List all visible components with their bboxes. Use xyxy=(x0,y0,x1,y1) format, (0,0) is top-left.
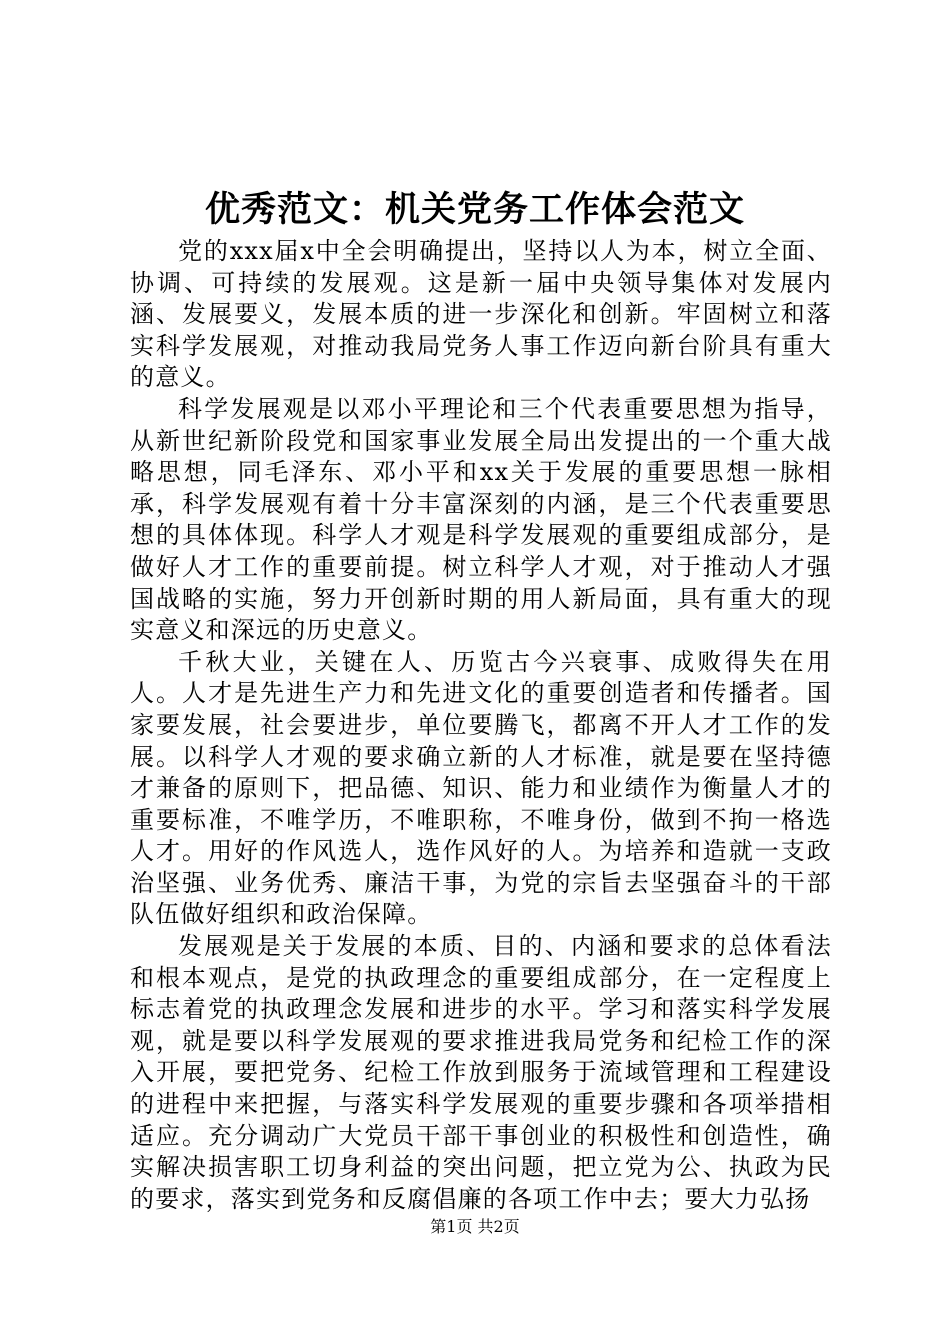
paragraph-1: 党的xxx届x中全会明确提出，坚持以人为本，树立全面、协调、可持续的发展观。这是新一届中央领导集体对发展内涵、发展要义，发展本质的进一步深化和创新。牢固树立和落实科学发展观，对推动我局党务人事工作迈向新台阶具有重大的意义。 xyxy=(130,237,832,392)
document-title: 优秀范文：机关党务工作体会范文 xyxy=(204,189,745,230)
paragraph-2: 科学发展观是以邓小平理论和三个代表重要思想为指导，从新世纪新阶段党和国家事业发展全局出发提出的一个重大战略思想，同毛泽东、邓小平和xx关于发展的重要思想一脉相承，科学发展观有着十分丰富深刻的内涵，是三个代表重要思想的具体体现。科学人才观是科学发展观的重要组成部分，是做好人才工作的重要前提。树立科学人才观，对于推动人才强国战略的实施，努力开创新时期的用人新局面，具有重大的现实意义和深远的历史意义。 xyxy=(130,394,832,645)
document-body xyxy=(130,236,832,1215)
page-number-footer: 第1页 共2页 xyxy=(430,1217,520,1236)
paragraph-4: 发展观是关于发展的本质、目的、内涵和要求的总体看法和根本观点，是党的执政理念的重要组成部分，在一定程度上标志着党的执政理念发展和进步的水平。学习和落实科学发展观，就是要以科学发展观的要求推进我局党务和纪检工作的深入开展，要把党务、纪检工作放到服务于流域管理和工程建设的进程中来把握，与落实科学发展观的重要步骤和各项举措相适应。充分调动广大党员干部干事创业的积极性和创造性，确实解决损害职工切身利益的突出问题，把立党为公、执政为民的要求，落实到党务和反腐倡廉的各项工作中去；要大力弘扬 xyxy=(130,932,832,1213)
paragraph-3: 千秋大业，关键在人、历览古今兴衰事、成败得失在用人。人才是先进生产力和先进文化的重要创造者和传播者。国家要发展，社会要进步，单位要腾飞，都离不开人才工作的发展。以科学人才观的要求确立新的人才标准，就是要在坚持德才兼备的原则下，把品德、知识、能力和业绩作为衡量人才的重要标准，不唯学历，不唯职称，不唯身份，做到不拘一格选人才。用好的作风选人，选作风好的人。为培养和造就一支政治坚强、业务优秀、廉洁干事，为党的宗旨去坚强奋斗的干部队伍做好组织和政治保障。 xyxy=(130,647,832,929)
